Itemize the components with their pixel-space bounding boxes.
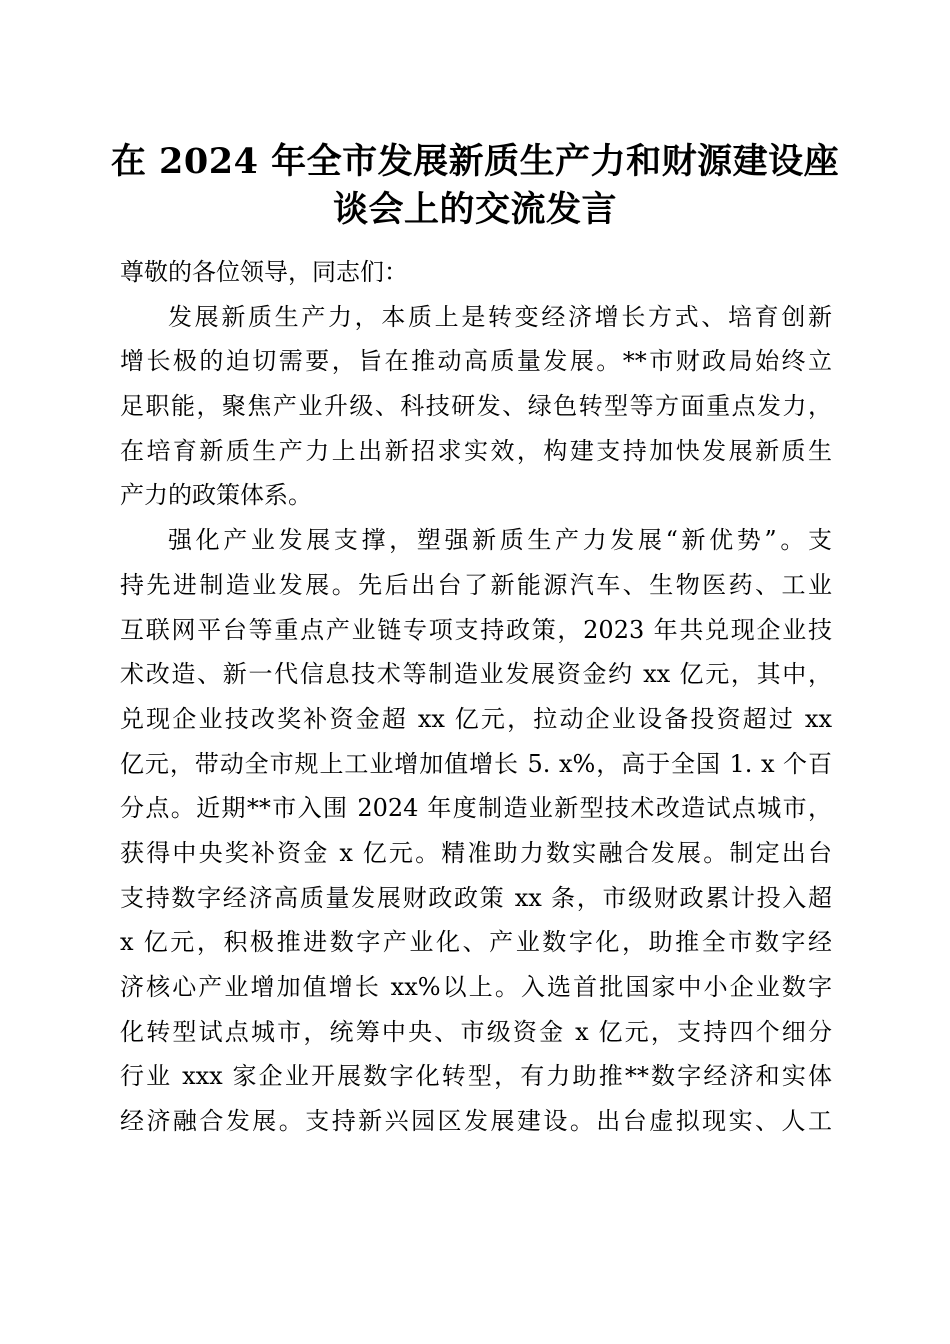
paragraph-line: 兑现企业技改奖补资金超 xx 亿元，拉动企业设备投资超过 xx (120, 704, 832, 733)
document-body (120, 250, 832, 1144)
paragraph-line: 行业 xxx 家企业开展数字化转型，有力助推**数字经济和实体 (120, 1062, 832, 1091)
paragraph-line: 增长极的迫切需要，旨在推动高质量发展。**市财政局始终立 (120, 347, 832, 376)
paragraph-line: 持先进制造业发展。先后出台了新能源汽车、生物医药、工业 (120, 570, 832, 599)
paragraph-1 (120, 295, 832, 518)
paragraph-line: 强化产业发展支撑，塑强新质生产力发展“新优势”。支 (168, 526, 832, 555)
paragraph-line: 在培育新质生产力上出新招求实效，构建支持加快发展新质生 (120, 436, 832, 465)
document-title (110, 138, 840, 234)
paragraph-line: 支持数字经济高质量发展财政政策 xx 条，市级财政累计投入超 (120, 883, 832, 912)
paragraph-line: 获得中央奖补资金 x 亿元。精准助力数实融合发展。制定出台 (120, 838, 832, 867)
paragraph-line: 亿元，带动全市规上工业增加值增长 5. x%，高于全国 1. x 个百 (120, 749, 832, 778)
paragraph-line: 术改造、新一代信息技术等制造业发展资金约 xx 亿元，其中， (120, 660, 832, 689)
paragraph-line: 产力的政策体系。 (120, 481, 312, 510)
paragraph-line: x 亿元，积极推进数字产业化、产业数字化，助推全市数字经 (120, 928, 832, 957)
title-line-2: 谈会上的交流发言 (332, 189, 617, 230)
title-line-1: 在 2024 年全市发展新质生产力和财源建设座 (110, 141, 840, 182)
paragraph-line: 互联网平台等重点产业链专项支持政策，2023 年共兑现企业技 (120, 615, 832, 644)
paragraph-line: 分点。近期**市入围 2024 年度制造业新型技术改造试点城市， (120, 794, 832, 823)
paragraph-line: 足职能，聚焦产业升级、科技研发、绿色转型等方面重点发力， (120, 392, 832, 421)
paragraph-line: 经济融合发展。支持新兴园区发展建设。出台虚拟现实、人工 (120, 1107, 832, 1136)
paragraph-line: 发展新质生产力，本质上是转变经济增长方式、培育创新 (168, 302, 832, 331)
salutation: 尊敬的各位领导，同志们： (120, 258, 408, 286)
paragraph-line: 化转型试点城市，统筹中央、市级资金 x 亿元，支持四个细分 (120, 1017, 832, 1046)
paragraph-2 (120, 518, 832, 1144)
paragraph-line: 济核心产业增加值增长 xx%以上。入选首批国家中小企业数字 (120, 973, 832, 1001)
